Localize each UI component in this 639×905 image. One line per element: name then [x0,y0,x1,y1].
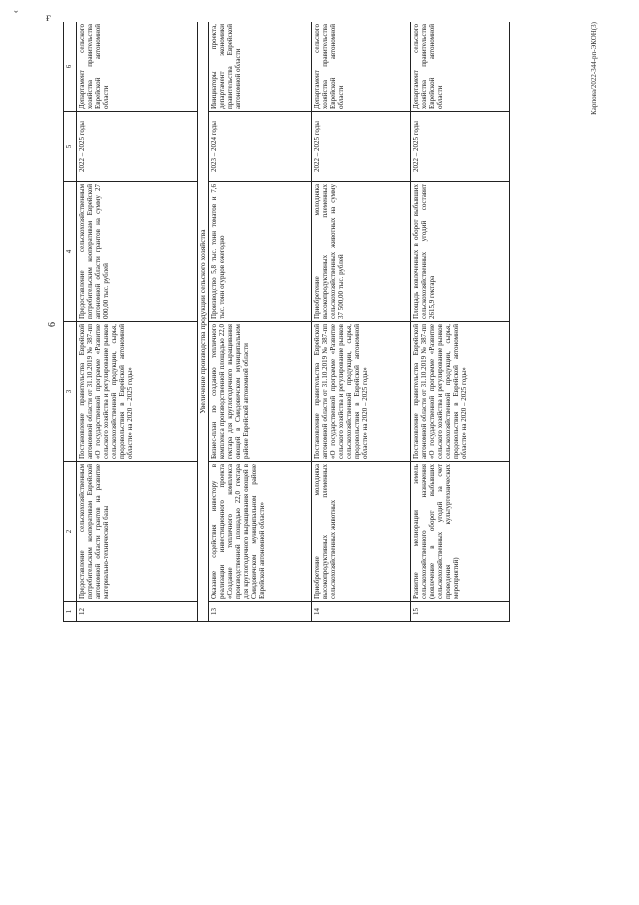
corner-mark: ˇ [14,8,18,22]
period-cell: 2023 – 2024 годы [209,112,312,182]
row-number: 13 [209,602,312,622]
executor-cell: Департамент сельского хозяйства правительства Еврейской автономной области [411,22,510,112]
row-number: 15 [411,602,510,622]
result-cell: Площадь вовлеченных в оборот выбывших сельскохозяйственных угодий составит 2615,9 гектара [411,182,510,322]
table-row [209,22,312,622]
executor-cell: Департамент сельского хозяйства правительства Еврейской автономной области [312,22,411,112]
executor-cell: Инициаторы проекта, департамент экономики правительства Еврейской автономной области [209,22,312,112]
result-cell: Предоставление сельскохозяйственным потребительским кооперативам Еврейской автономной области грантов на сумму 27 000,00 тыс. рублей [77,182,198,322]
period-cell: 2022 – 2025 годы [312,112,411,182]
period-cell: 2022 – 2025 годы [411,112,510,182]
header-cell: 5 [64,112,77,182]
section-row [198,22,209,622]
page-content [45,22,600,627]
page-number: 6 [47,322,58,327]
header-cell: 3 [64,322,77,462]
corner-mark: ғ [46,10,51,24]
event-cell: Оказание содействия инвестору в реализации инвестиционного проекта «Создание тепличного комплекса производственной площадью 22,0 гектара для круглогодичного выращивания овощей в Смидовичском муниципальном районе Еврейской автономной области» [209,462,312,602]
event-cell: Приобретение молодняка высокопродуктивных племенных сельскохозяйственных животных [312,462,411,602]
table-row [411,22,510,622]
executor-cell: Департамент сельского хозяйства правительства Еврейской автономной области [77,22,198,112]
rotated-page [45,22,600,627]
result-cell: Производство 5,8 тыс. тонн томатов и 7,6 тыс. тонн огурцов ежегодно [209,182,312,322]
basis-cell: Постановление правительства Еврейской автономной области от 31.10.2019 № 387-пп «О государственной программе «Развитие сельского хозяйства и регулирование рынков сельскохозяйственной продукции, сырья, продовольствия в Еврейской автономной области» на 2020 – 2025 годы» [312,322,411,462]
header-cell: 4 [64,182,77,322]
header-cell: 2 [64,462,77,602]
event-cell: Предоставление сельскохозяйственным потребительским кооперативам Еврейской автономной области грантов на развитие материально-технической базы [77,462,198,602]
row-number: 14 [312,602,411,622]
period-cell: 2022 – 2025 годы [77,112,198,182]
row-number: 12 [77,602,198,622]
section-title: Увеличение производства продукции сельского хозяйства [198,22,209,622]
measures-table [63,22,510,622]
document-reference: Карпова/2022-344-рп-ЭКОН(3) [590,22,598,115]
header-cell: 1 [64,602,77,622]
table-row [312,22,411,622]
event-cell: Развитие мелиорации земель сельскохозяйственного назначения (вовлечение в оборот выбывших сельскохозяйственных угодий за счет проведения культуртехнических мероприятий) [411,462,510,602]
table-header-row [64,22,77,622]
header-cell: 6 [64,22,77,112]
basis-cell: Постановление правительства Еврейской автономной области от 31.10.2019 № 387-пп «О государственной программе «Развитие сельского хозяйства и регулирование рынков сельскохозяйственной продукции, сырья, продовольствия в Еврейской автономной области» на 2020 – 2025 годы» [77,322,198,462]
result-cell: Приобретение молодняка высокопродуктивных племенных сельскохозяйственных животных на сумму 37 500,00 тыс. рублей [312,182,411,322]
table-row [77,22,198,622]
basis-cell: Постановление правительства Еврейской автономной области от 31.10.2019 № 387-пп «О государственной программе «Развитие сельского хозяйства и регулирование рынков сельскохозяйственной продукции, сырья, продовольствия в Еврейской автономной области» на 2020 – 2025 годы» [411,322,510,462]
basis-cell: Бизнес-план по созданию тепличного комплекса производственной площадью 22,0 гектара для круглогодичного выращивания овощей в Смидовичском муниципальном районе Еврейской автономной области [209,322,312,462]
